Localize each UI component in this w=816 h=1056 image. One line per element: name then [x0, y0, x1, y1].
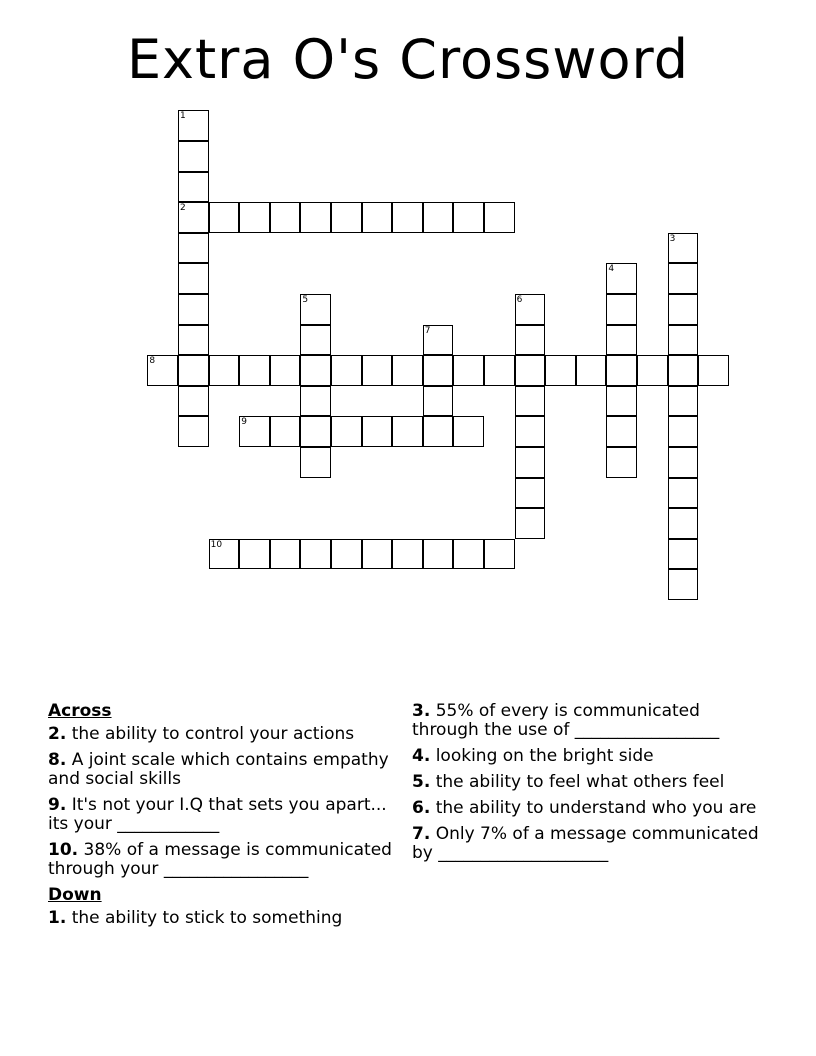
crossword-cell[interactable] — [484, 202, 515, 233]
crossword-cell[interactable] — [300, 416, 331, 447]
crossword-cell[interactable] — [668, 447, 699, 478]
crossword-cell[interactable] — [423, 386, 454, 417]
down-clue-list-continued — [412, 702, 762, 863]
crossword-cell[interactable] — [453, 202, 484, 233]
cell-number: 4 — [608, 264, 615, 275]
crossword-cell[interactable] — [606, 447, 637, 478]
cell-number: 5 — [302, 295, 309, 305]
crossword-cell[interactable] — [178, 202, 209, 233]
crossword-cell[interactable] — [178, 172, 209, 203]
crossword-cell[interactable] — [392, 539, 423, 570]
clue-number: 2. — [48, 724, 67, 744]
crossword-cell[interactable] — [668, 478, 699, 509]
across-clue-list — [48, 725, 393, 879]
clue-item — [412, 799, 762, 818]
down-clue-list — [48, 909, 393, 928]
down-heading: Down — [48, 885, 102, 905]
crossword-cell[interactable] — [300, 447, 331, 478]
clue-item — [48, 796, 393, 834]
clue-number: 3. — [412, 701, 431, 721]
crossword-cell[interactable] — [178, 386, 209, 417]
crossword-cell[interactable] — [668, 355, 699, 386]
crossword-cell[interactable] — [392, 202, 423, 233]
clues-left-column — [48, 702, 393, 935]
crossword-cell[interactable] — [484, 355, 515, 386]
crossword-cell[interactable] — [668, 569, 699, 600]
crossword-cell[interactable] — [178, 325, 209, 356]
crossword-cell[interactable] — [515, 416, 546, 447]
clues-right-column — [412, 702, 762, 870]
crossword-cell[interactable] — [239, 539, 270, 570]
clue-number: 8. — [48, 750, 67, 770]
clue-item — [412, 747, 762, 766]
crossword-cell[interactable] — [515, 478, 546, 509]
crossword-cell[interactable] — [668, 294, 699, 325]
crossword-cell[interactable] — [178, 294, 209, 325]
crossword-cell[interactable] — [668, 416, 699, 447]
crossword-cell[interactable] — [668, 386, 699, 417]
crossword-cell[interactable] — [147, 355, 178, 386]
crossword-cell[interactable] — [392, 416, 423, 447]
crossword-cell[interactable] — [668, 508, 699, 539]
crossword-cell[interactable] — [239, 202, 270, 233]
crossword-cell[interactable] — [392, 355, 423, 386]
crossword-cell[interactable] — [515, 386, 546, 417]
crossword-cell[interactable] — [331, 416, 362, 447]
clue-text: the ability to understand who you are — [435, 798, 757, 818]
clue-item — [412, 825, 762, 863]
crossword-cell[interactable] — [423, 355, 454, 386]
crossword-cell[interactable] — [606, 325, 637, 356]
cell-number: 7 — [424, 325, 431, 336]
crossword-cell[interactable] — [362, 355, 393, 386]
clue-item — [48, 751, 393, 789]
clue-text: the ability to stick to something — [71, 908, 343, 928]
crossword-cell[interactable] — [331, 539, 362, 570]
clue-number: 4. — [412, 746, 431, 766]
crossword-cell[interactable] — [178, 110, 209, 141]
cell-number: 6 — [516, 295, 523, 305]
crossword-cell[interactable] — [637, 355, 668, 386]
crossword-cell[interactable] — [178, 233, 209, 264]
crossword-cell[interactable] — [423, 202, 454, 233]
crossword-cell[interactable] — [668, 539, 699, 570]
clue-number: 7. — [412, 824, 431, 844]
crossword-cell[interactable] — [515, 508, 546, 539]
crossword-cell[interactable] — [178, 263, 209, 294]
crossword-cell[interactable] — [484, 539, 515, 570]
crossword-cell[interactable] — [209, 355, 240, 386]
clue-item — [48, 725, 393, 744]
crossword-cell[interactable] — [606, 416, 637, 447]
clue-text: 55% of every is communicated through the use of _________________ — [412, 701, 720, 740]
cell-number: 10 — [210, 539, 223, 550]
clue-number: 6. — [412, 798, 431, 818]
clue-number: 1. — [48, 908, 67, 928]
crossword-cell[interactable] — [576, 355, 607, 386]
crossword-cell[interactable] — [209, 202, 240, 233]
crossword-cell[interactable] — [515, 447, 546, 478]
crossword-cell[interactable] — [515, 355, 546, 386]
cell-number: 9 — [241, 417, 247, 428]
crossword-cell[interactable] — [453, 539, 484, 570]
crossword-cell[interactable] — [270, 355, 301, 386]
crossword-cell[interactable] — [668, 233, 699, 264]
clue-item — [412, 702, 762, 740]
crossword-cell[interactable] — [515, 294, 546, 325]
clue-number: 9. — [48, 795, 67, 815]
clue-number: 5. — [412, 772, 431, 792]
crossword-cell[interactable] — [300, 294, 331, 325]
crossword-cell[interactable] — [239, 355, 270, 386]
clue-text: A joint scale which contains empathy and social skills — [48, 750, 389, 789]
crossword-cell[interactable] — [423, 416, 454, 447]
crossword-cell[interactable] — [178, 141, 209, 172]
crossword-cell[interactable] — [300, 355, 331, 386]
crossword-cell[interactable] — [423, 539, 454, 570]
crossword-cell[interactable] — [423, 325, 454, 356]
crossword-cell[interactable] — [300, 386, 331, 417]
clue-text: looking on the bright side — [435, 746, 654, 766]
crossword-cell[interactable] — [453, 355, 484, 386]
crossword-cell[interactable] — [178, 416, 209, 447]
crossword-cell[interactable] — [331, 355, 362, 386]
crossword-cell[interactable] — [270, 202, 301, 233]
crossword-cell[interactable] — [300, 325, 331, 356]
crossword-cell[interactable] — [239, 416, 270, 447]
crossword-cell[interactable] — [606, 294, 637, 325]
clue-text: Only 7% of a message communicated by ____________________ — [412, 824, 759, 863]
across-heading: Across — [48, 701, 112, 721]
cell-number: 2 — [180, 203, 186, 214]
crossword-cell[interactable] — [362, 539, 393, 570]
clue-text: the ability to control your actions — [71, 724, 355, 744]
crossword-cell[interactable] — [668, 263, 699, 294]
page-title: Extra O's Crossword — [126, 28, 690, 91]
crossword-cell[interactable] — [453, 416, 484, 447]
crossword-cell[interactable] — [668, 325, 699, 356]
crossword-cell[interactable] — [362, 202, 393, 233]
crossword-cell[interactable] — [270, 416, 301, 447]
clue-item — [48, 909, 393, 928]
crossword-cell[interactable] — [362, 416, 393, 447]
crossword-cell[interactable] — [606, 386, 637, 417]
clue-text: the ability to feel what others feel — [435, 772, 725, 792]
crossword-cell[interactable] — [606, 263, 637, 294]
crossword-cell[interactable] — [209, 539, 240, 570]
crossword-cell[interactable] — [270, 539, 301, 570]
crossword-cell[interactable] — [178, 355, 209, 386]
clue-item — [48, 841, 393, 879]
crossword-cell[interactable] — [300, 539, 331, 570]
cell-number: 1 — [180, 111, 186, 122]
clue-text: It's not your I.Q that sets you apart... its your ____________ — [48, 795, 387, 834]
cell-number: 8 — [149, 356, 156, 367]
clue-text: 38% of a message is communicated through your _________________ — [48, 840, 392, 879]
crossword-cell[interactable] — [515, 325, 546, 356]
crossword-cell[interactable] — [545, 355, 576, 386]
crossword-cell[interactable] — [606, 355, 637, 386]
crossword-cell[interactable] — [300, 202, 331, 233]
cell-number: 3 — [669, 233, 676, 244]
clue-item — [412, 773, 762, 792]
crossword-cell[interactable] — [698, 355, 729, 386]
crossword-cell[interactable] — [331, 202, 362, 233]
clue-number: 10. — [48, 840, 79, 860]
